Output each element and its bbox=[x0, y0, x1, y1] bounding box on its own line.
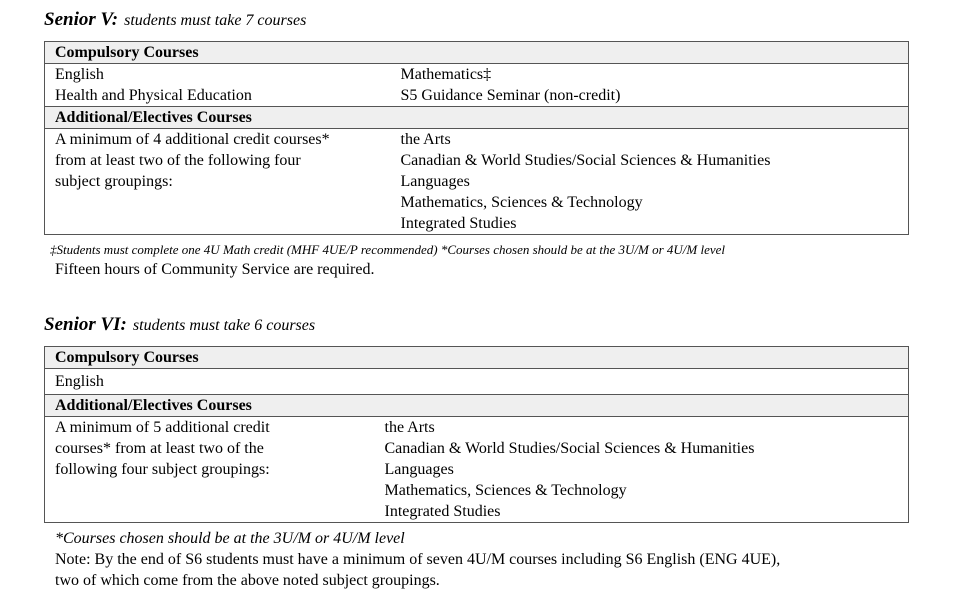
senior6-heading bbox=[44, 314, 315, 336]
senior5-compulsory-header: Compulsory Courses bbox=[45, 42, 909, 64]
senior5-electives-header: Additional/Electives Courses bbox=[45, 107, 909, 129]
senior6-title: Senior VI: bbox=[44, 314, 127, 335]
senior6-table bbox=[44, 346, 909, 523]
senior5-heading bbox=[44, 9, 306, 31]
subject-grouping: Languages bbox=[400, 173, 470, 190]
senior5-footnote: ‡Students must complete one 4U Math credit (MHF 4UE/P recommended) *Courses chosen should be at the 3U/M or 4U/M level bbox=[50, 242, 726, 257]
senior5-service-note: Fifteen hours of Community Service are required. bbox=[55, 261, 375, 278]
senior5-compulsory-row bbox=[45, 64, 909, 107]
subject-grouping: Canadian & World Studies/Social Sciences & Humanities bbox=[400, 152, 771, 169]
subject-grouping: Integrated Studies bbox=[384, 503, 501, 520]
senior6-note-line2: two of which come from the above noted subject groupings. bbox=[55, 572, 440, 589]
senior6-compulsory-left bbox=[45, 369, 909, 395]
senior5-electives-left bbox=[45, 129, 391, 235]
subject-grouping: Canadian & World Studies/Social Sciences & Humanities bbox=[384, 440, 755, 457]
electives-text: following four subject groupings: bbox=[55, 461, 270, 478]
electives-text: A minimum of 4 additional credit courses* bbox=[55, 131, 330, 148]
course-item: S5 Guidance Seminar (non-credit) bbox=[400, 87, 621, 104]
course-item: Mathematics‡ bbox=[400, 66, 492, 83]
senior5-compulsory-header-row bbox=[45, 42, 909, 64]
senior5-compulsory-right bbox=[391, 64, 909, 107]
senior6-compulsory-row bbox=[45, 369, 909, 395]
senior5-electives-right bbox=[391, 129, 909, 235]
electives-text: A minimum of 5 additional credit bbox=[55, 419, 270, 436]
senior6-compulsory-header: Compulsory Courses bbox=[45, 347, 909, 369]
senior6-electives-row bbox=[45, 417, 909, 523]
subject-grouping: the Arts bbox=[384, 419, 435, 436]
course-item: English bbox=[55, 66, 104, 83]
senior6-compulsory-header-row bbox=[45, 347, 909, 369]
electives-text: courses* from at least two of the bbox=[55, 440, 264, 457]
senior5-electives-row bbox=[45, 129, 909, 235]
subject-grouping: Mathematics, Sciences & Technology bbox=[384, 482, 627, 499]
senior5-electives-header-row bbox=[45, 107, 909, 129]
course-item: English bbox=[55, 373, 104, 390]
subject-grouping: Mathematics, Sciences & Technology bbox=[400, 194, 643, 211]
senior6-electives-header-row bbox=[45, 395, 909, 417]
senior6-note-line1: Note: By the end of S6 students must have a minimum of seven 4U/M courses including S6 English (ENG 4UE), bbox=[55, 551, 781, 568]
electives-text: from at least two of the following four bbox=[55, 152, 301, 169]
senior6-electives-header: Additional/Electives Courses bbox=[45, 395, 909, 417]
course-item: Health and Physical Education bbox=[55, 87, 252, 104]
senior5-title: Senior V: bbox=[44, 9, 119, 30]
senior6-electives-right bbox=[375, 417, 909, 523]
subject-grouping: the Arts bbox=[400, 131, 451, 148]
senior6-footnote: *Courses chosen should be at the 3U/M or 4U/M level bbox=[55, 530, 405, 547]
senior6-electives-left bbox=[45, 417, 375, 523]
senior5-table bbox=[44, 41, 909, 235]
subject-grouping: Integrated Studies bbox=[400, 215, 517, 232]
electives-text: subject groupings: bbox=[55, 173, 173, 190]
senior5-subtitle: students must take 7 courses bbox=[124, 12, 307, 29]
senior6-subtitle: students must take 6 courses bbox=[132, 317, 316, 334]
subject-grouping: Languages bbox=[384, 461, 454, 478]
senior5-compulsory-left bbox=[45, 64, 391, 107]
